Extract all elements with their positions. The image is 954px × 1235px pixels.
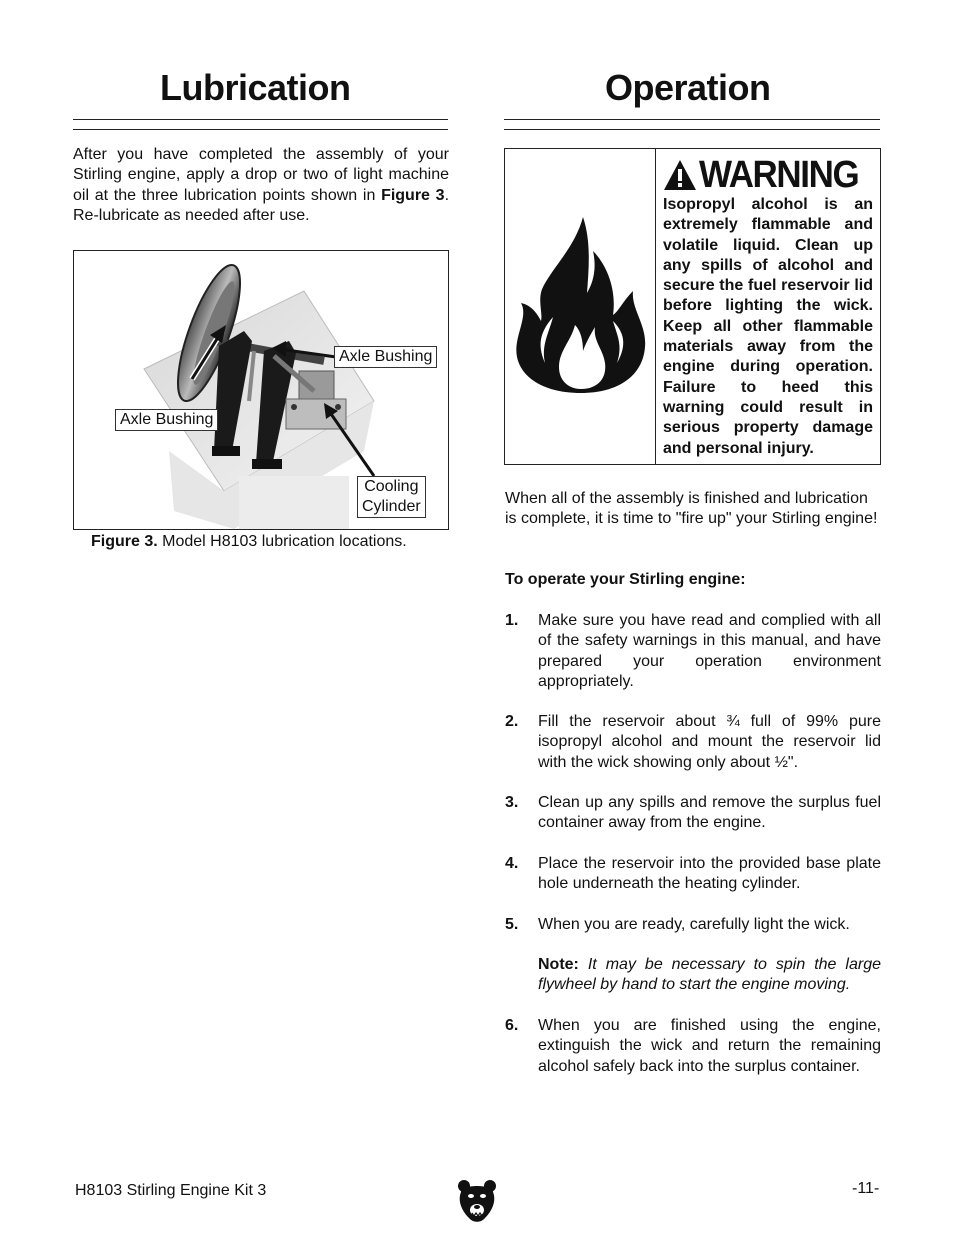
warning-heading: WARNING <box>699 153 859 196</box>
flame-icon <box>513 217 649 393</box>
step-3: 3. Clean up any spills and remove the surplus fuel container away from the engine. <box>505 793 881 835</box>
step-4: 4. Place the reservoir into the provided base plate hole underneath the heating cylinder. <box>505 854 881 896</box>
title-rule-left-2 <box>73 129 448 130</box>
warning-header <box>663 155 872 195</box>
footer-model: H8103 Stirling Engine Kit 3 <box>75 1182 267 1199</box>
step-6: 6. When you are finished using the engine, extinguish the wick and return the remaining alcohol safely back into the surplus container. <box>505 1016 881 1098</box>
step-2: 2. Fill the reservoir about ¾ full of 99% pure isopropyl alcohol and mount the reservoir lid with the wick showing only about ½". <box>505 712 881 774</box>
step-text: When you are finished using the engine, extinguish the wick and return the remaining alcohol safely back into the surplus container. <box>538 1017 881 1075</box>
warning-text: Isopropyl alcohol is an extremely flammable and volatile liquid. Clean up any spills of alcohol and secure the fuel reservoir lid before lighting the wick. Keep all other flammable materials away from the engine during operation. Failure to heed this warning could result in serious property damage and personal injury. <box>663 196 873 457</box>
step-text: Clean up any spills and remove the surplus fuel container away from the engine. <box>538 794 881 832</box>
bear-head-icon <box>457 1178 497 1224</box>
step-5: 5. When you are ready, carefully light the wick. <box>505 915 881 937</box>
warning-box <box>504 148 881 465</box>
step-text: Make sure you have read and complied with all of the safety warnings in this manual, and have prepared your operation environment appropriately. <box>538 612 881 690</box>
operation-intro: When all of the assembly is finished and lubrication is complete, it is time to "fire up" your Stirling engine! <box>505 490 878 528</box>
lubrication-intro: After you have completed the assembly of your Stirling engine, apply a drop or two of light machine oil at the three lubrication points shown in Figure 3. Re-lubricate as needed after use. <box>73 146 450 224</box>
step-text: Fill the reservoir about ¾ full of 99% pure isopropyl alcohol and mount the reservoir lid with the wick showing only about ½". <box>538 713 881 771</box>
figure-3-photo <box>73 250 449 530</box>
step-1: 1. Make sure you have read and complied with all of the safety warnings in this manual, and have prepared your operation environment appropriately. <box>505 611 881 693</box>
figure-caption: Figure 3. Model H8103 lubrication locations. <box>91 533 407 550</box>
operation-subheading: To operate your Stirling engine: <box>505 571 746 588</box>
callout-axle-bushing-right: Axle Bushing <box>334 346 437 368</box>
operation-title: Operation <box>605 67 771 108</box>
page-number: -11- <box>852 1180 880 1197</box>
step-text: Place the reservoir into the provided base plate hole underneath the heating cylinder. <box>538 855 881 893</box>
figure-ref: Figure 3 <box>381 186 445 204</box>
lubrication-title: Lubrication <box>160 67 351 108</box>
callout-cooling-cylinder: Cooling Cylinder <box>357 476 426 518</box>
step-text: When you are ready, carefully light the wick. <box>538 916 850 933</box>
title-rule-left-1 <box>73 119 448 120</box>
warning-triangle-icon <box>663 159 697 191</box>
warning-divider <box>655 149 656 464</box>
callout-axle-bushing-left: Axle Bushing <box>115 409 218 431</box>
title-rule-right-2 <box>504 129 880 130</box>
step-5-note: Note: It may be necessary to spin the large flywheel by hand to start the engine moving. <box>538 956 881 994</box>
title-rule-right-1 <box>504 119 880 120</box>
